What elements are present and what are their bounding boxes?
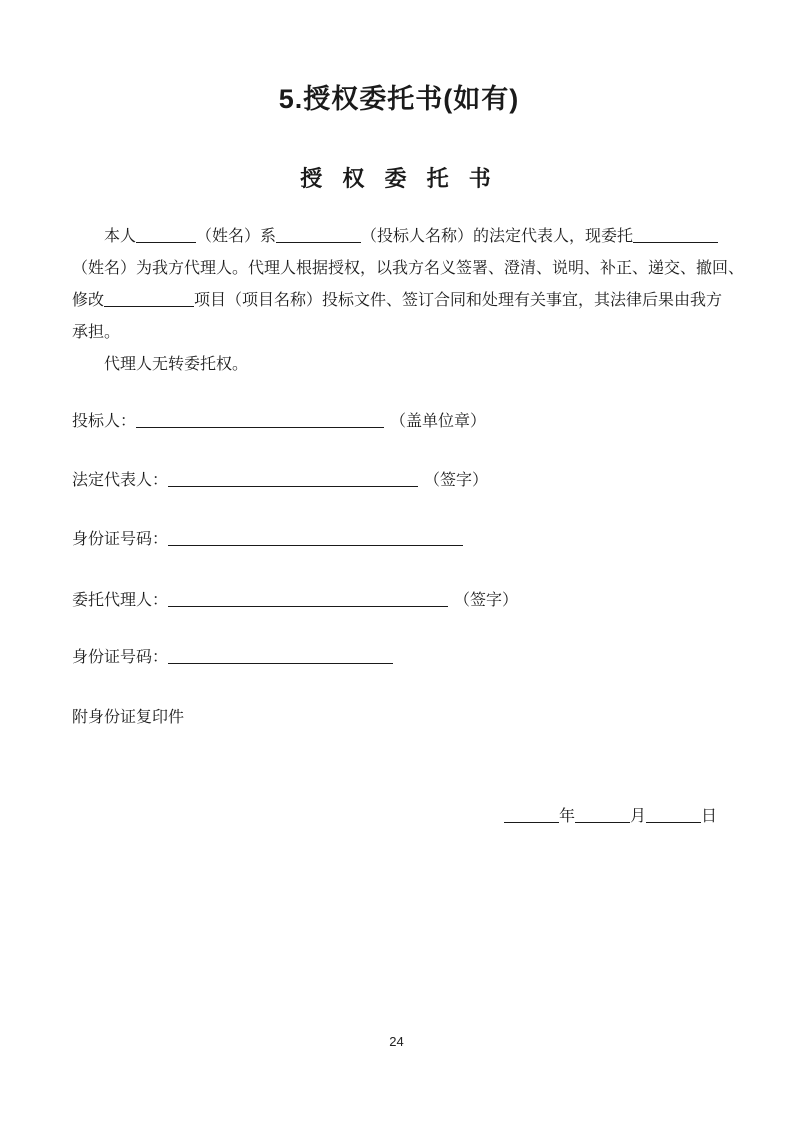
body-line-3 bbox=[72, 285, 726, 317]
principal-name-blank bbox=[136, 226, 196, 243]
legal-representative-suffix: （签字） bbox=[424, 472, 489, 489]
document-title: 授 权 委 托 书 bbox=[300, 166, 498, 191]
text-run: 本人 bbox=[104, 228, 137, 245]
project-name-blank bbox=[104, 290, 194, 307]
section-heading: 5.授权委托书(如有) bbox=[278, 84, 520, 114]
id-number-label: 身份证号码： bbox=[72, 531, 169, 548]
month-blank bbox=[575, 806, 630, 823]
text-run: （姓名）系 bbox=[196, 228, 277, 245]
bidder-name-blank bbox=[276, 226, 361, 243]
day-label: 日 bbox=[700, 808, 717, 825]
legal-representative-row bbox=[72, 468, 726, 493]
id-number-row-1 bbox=[72, 527, 726, 552]
bidder-label: 投标人： bbox=[72, 413, 137, 430]
authorized-agent-signature-line bbox=[168, 590, 448, 607]
year-blank bbox=[504, 806, 559, 823]
body-line-2: （姓名）为我方代理人。代理人根据授权，以我方名义签署、澄清、说明、补正、递交、撤回、 bbox=[72, 260, 745, 277]
year-label: 年 bbox=[558, 808, 575, 825]
bidder-seal-line bbox=[136, 411, 384, 428]
day-blank bbox=[646, 806, 701, 823]
attachment-note: 附身份证复印件 bbox=[72, 709, 185, 726]
authorization-paragraph bbox=[72, 221, 745, 381]
id-number-line-1 bbox=[168, 529, 463, 546]
text-run: 项目（项目名称）投标文件、签订合同和处理有关事宜，其法律后果由我方 bbox=[194, 292, 723, 309]
id-number-label: 身份证号码： bbox=[72, 649, 169, 666]
attorney-name-blank bbox=[633, 226, 718, 243]
id-number-line-2 bbox=[168, 647, 393, 664]
legal-representative-signature-line bbox=[168, 470, 418, 487]
body-line-1 bbox=[72, 221, 726, 253]
page-number: 24 bbox=[389, 1034, 404, 1049]
bidder-suffix: （盖单位章） bbox=[390, 413, 487, 430]
month-label: 月 bbox=[629, 808, 646, 825]
authorized-agent-row bbox=[72, 588, 726, 613]
body-line-4: 承担。 bbox=[72, 324, 121, 341]
authorized-agent-suffix: （签字） bbox=[454, 592, 519, 609]
text-run: 修改 bbox=[72, 292, 105, 309]
id-number-row-2 bbox=[72, 645, 726, 670]
authorized-agent-label: 委托代理人： bbox=[72, 592, 169, 609]
bidder-row bbox=[72, 409, 726, 434]
date-row bbox=[72, 804, 726, 829]
text-run: （投标人名称）的法定代表人，现委托 bbox=[361, 228, 634, 245]
body-line-5: 代理人无转委托权。 bbox=[104, 356, 249, 373]
legal-representative-label: 法定代表人： bbox=[72, 472, 169, 489]
